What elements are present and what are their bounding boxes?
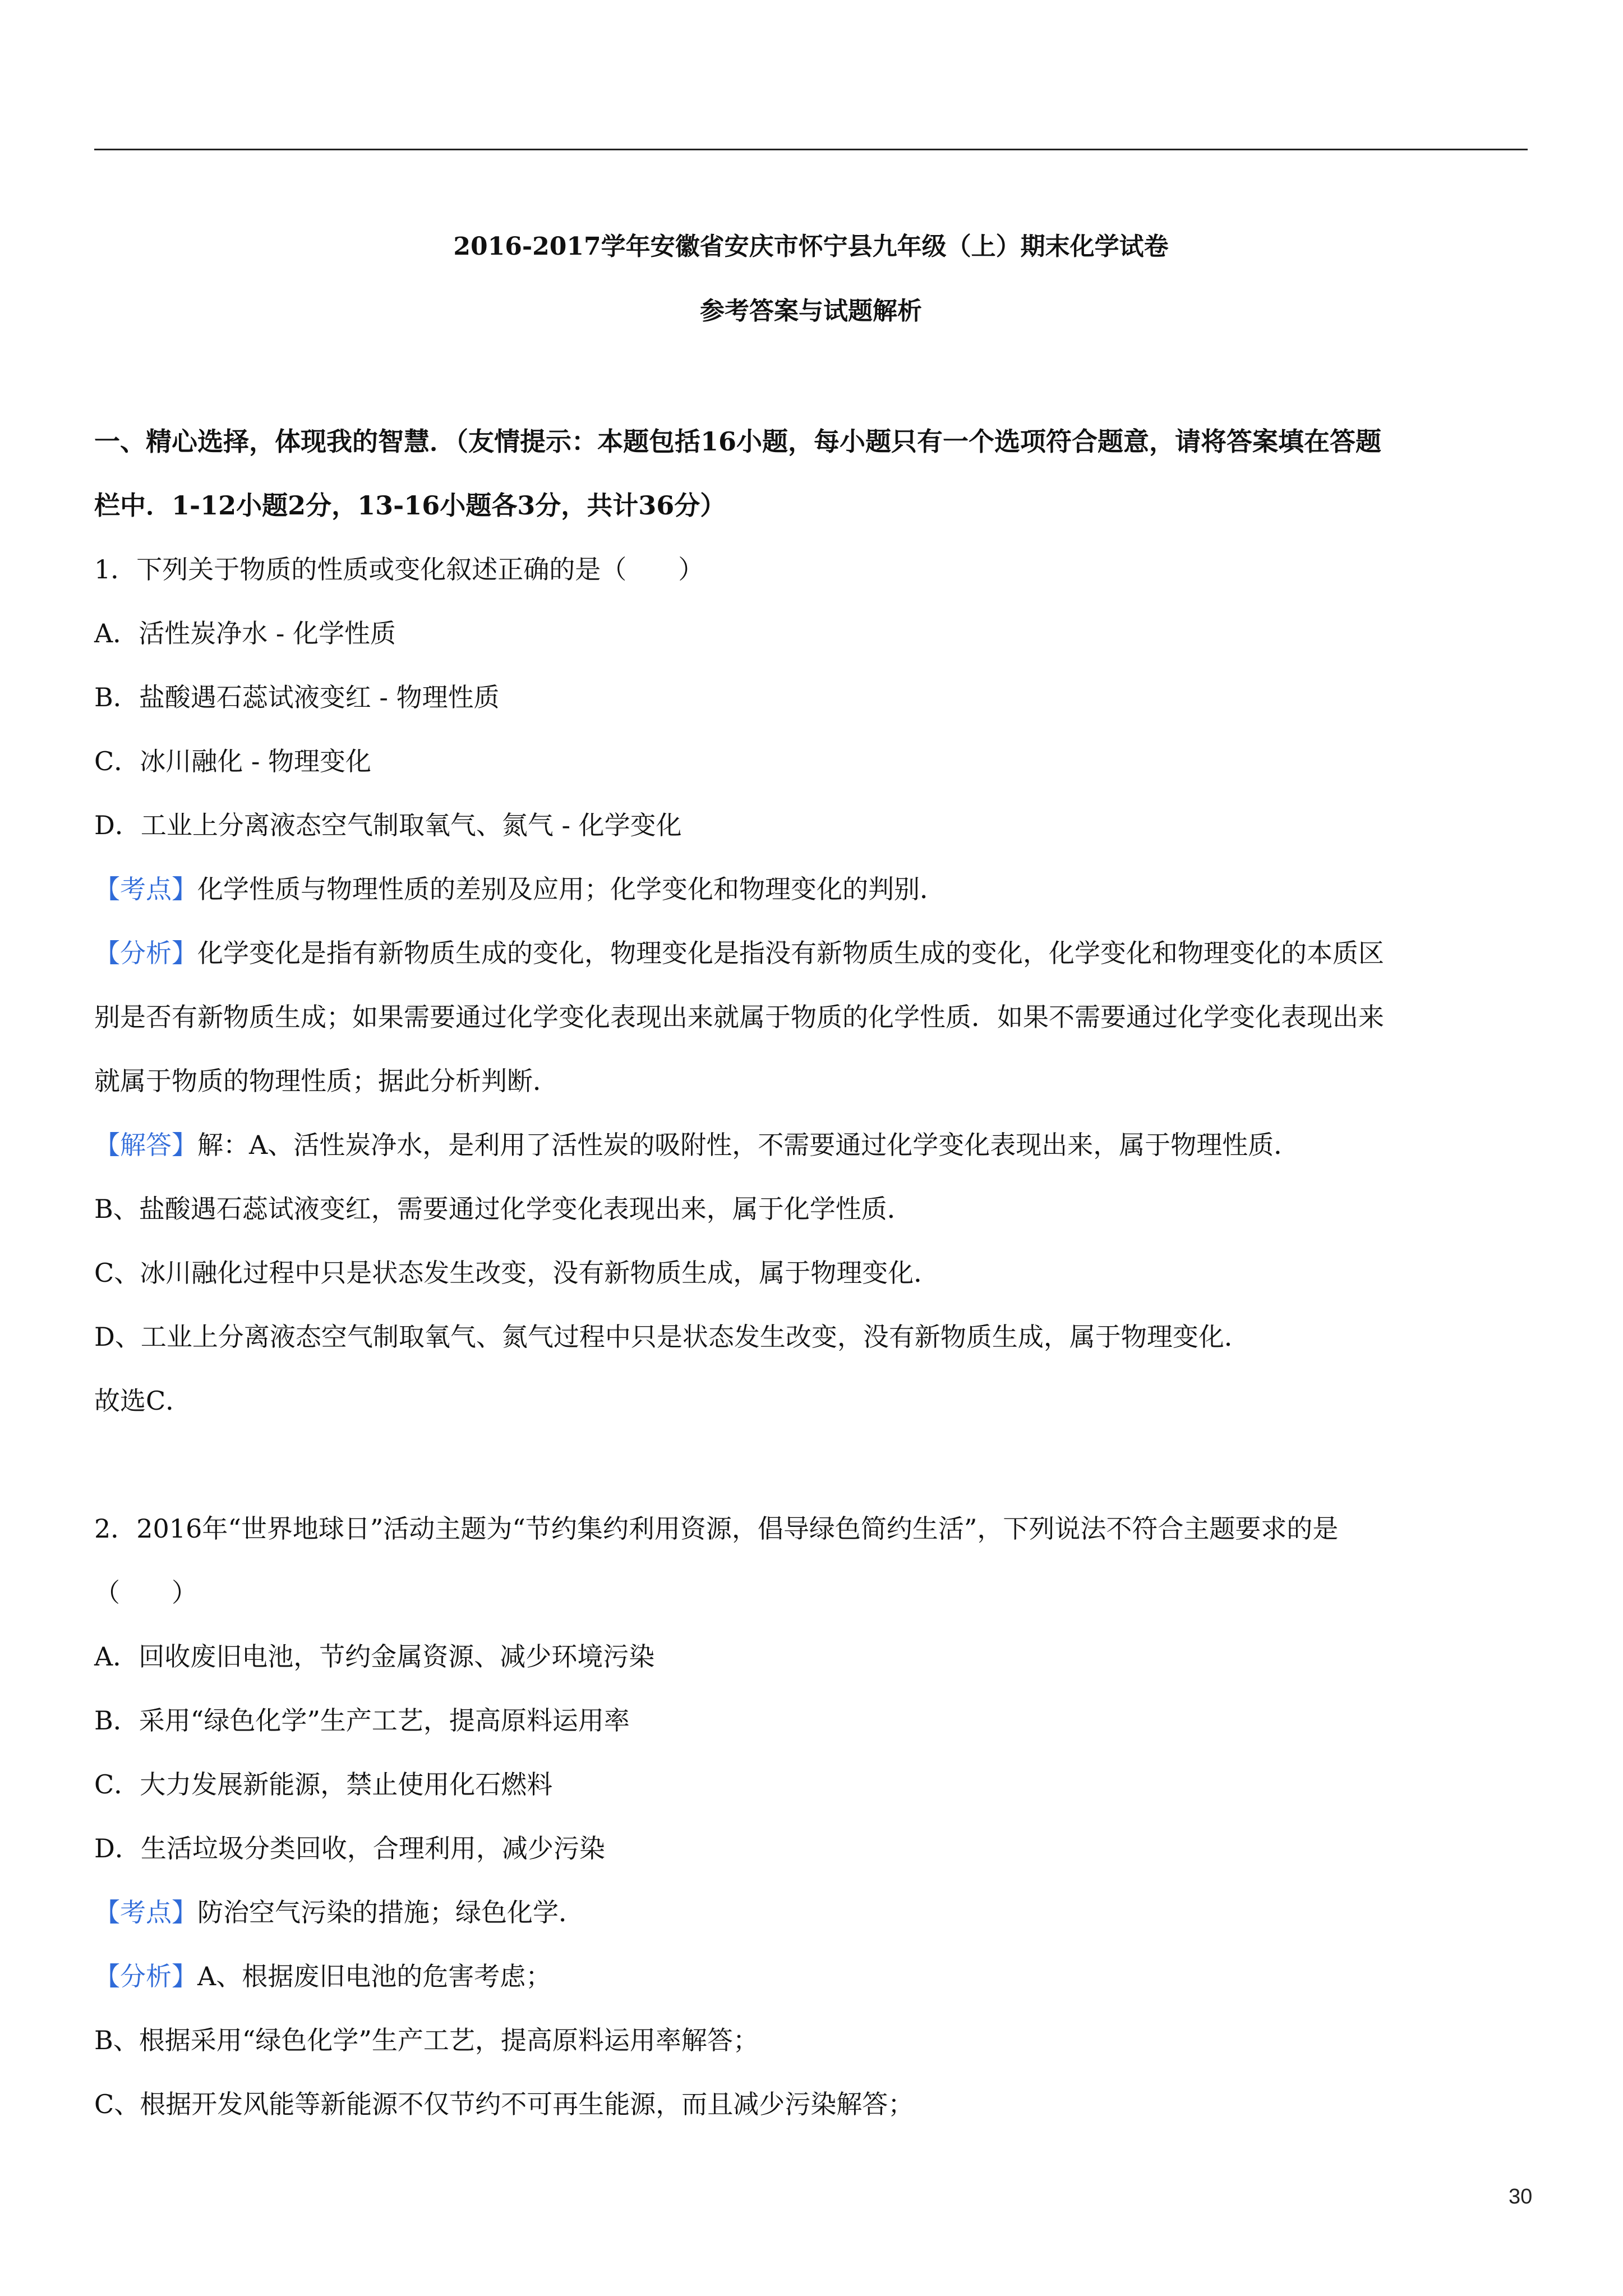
header-rule: [94, 149, 1528, 150]
q1-kaodian-text: 化学性质与物理性质的差别及应用；化学变化和物理变化的判别．: [197, 874, 946, 904]
q1-fenxi-text-3: 就属于物质的物理性质；据此分析判断．: [94, 1066, 559, 1096]
q2-option-c: C．大力发展新能源，禁止使用化石燃料: [94, 1769, 553, 1800]
kaodian-tag: 【考点】: [94, 874, 197, 904]
section-heading-line-2: 栏中．1-12小题2分，13-16小题各3分，共计36分）: [94, 490, 726, 521]
q1-jieda-text-1: 解：A、活性炭净水，是利用了活性炭的吸附性，不需要通过化学变化表现出来，属于物理性质．: [197, 1130, 1300, 1160]
document-body: [94, 409, 1528, 2136]
question-gap: [94, 1433, 1528, 1497]
q2-stem-1: 2．2016年“世界地球日”活动主题为“节约集约利用资源，倡导绿色简约生活”，下列说法不符合主题要求的是: [94, 1513, 1339, 1544]
q1-fenxi: [94, 921, 1528, 985]
q1-stem: 1．下列关于物质的性质或变化叙述正确的是（ ）: [94, 554, 704, 585]
q1-jieda-text-4: D、工业上分离液态空气制取氧气、氮气过程中只是状态发生改变，没有新物质生成，属于物理变化．: [94, 1322, 1250, 1352]
q2-fenxi-text-1: A、根据废旧电池的危害考虑；: [197, 1961, 552, 1991]
q1-fenxi-text-2: 别是否有新物质生成；如果需要通过化学变化表现出来就属于物质的化学性质．如果不需要通过化学变化表现出来: [94, 1002, 1384, 1032]
q2-fenxi-text-3: C、根据开发风能等新能源不仅节约不可再生能源，而且减少污染解答；: [94, 2089, 914, 2119]
fenxi-tag: 【分析】: [94, 938, 197, 968]
section-heading-line-1: 一、精心选择，体现我的智慧．（友情提示：本题包括16小题，每小题只有一个选项符合题意，请将答案填在答题: [94, 426, 1382, 457]
q2-option-b: B．采用“绿色化学”生产工艺，提高原料运用率: [94, 1705, 630, 1736]
q1-answer: 故选C．: [94, 1386, 192, 1416]
q2-option-d: D．生活垃圾分类回收，合理利用，减少污染: [94, 1833, 605, 1864]
q2-kaodian: [94, 1880, 1528, 1944]
q1-jieda-text-2: B、盐酸遇石蕊试液变红，需要通过化学变化表现出来，属于化学性质．: [94, 1194, 913, 1224]
page-number: 30: [1509, 2185, 1533, 2208]
q1-jieda: [94, 1113, 1528, 1177]
fenxi-tag: 【分析】: [94, 1961, 197, 1991]
q2-kaodian-text: 防治空气污染的措施；绿色化学．: [197, 1897, 584, 1927]
q2-fenxi-text-2: B、根据采用“绿色化学”生产工艺，提高原料运用率解答；: [94, 2025, 759, 2055]
q2-stem-2: （ ）: [94, 1577, 197, 1608]
q1-option-c: C．冰川融化 - 物理变化: [94, 746, 371, 776]
q1-fenxi-text-1: 化学变化是指有新物质生成的变化，物理变化是指没有新物质生成的变化，化学变化和物理变化的本质区: [197, 938, 1384, 968]
q1-jieda-text-3: C、冰川融化过程中只是状态发生改变，没有新物质生成，属于物理变化．: [94, 1258, 940, 1288]
kaodian-tag: 【考点】: [94, 1897, 197, 1927]
q1-option-d: D．工业上分离液态空气制取氧气、氮气 - 化学变化: [94, 810, 682, 840]
q2-option-a: A．回收废旧电池，节约金属资源、减少环境污染: [94, 1641, 655, 1672]
jieda-tag: 【解答】: [94, 1130, 197, 1160]
q1-option-b: B．盐酸遇石蕊试液变红 - 物理性质: [94, 682, 500, 712]
page-subtitle: 参考答案与试题解析: [700, 297, 922, 325]
q1-kaodian: [94, 857, 1528, 921]
q2-fenxi: [94, 1944, 1528, 2008]
page-title: 2016-2017学年安徽省安庆市怀宁县九年级（上）期末化学试卷: [453, 232, 1169, 261]
q1-option-a: A．活性炭净水 - 化学性质: [94, 618, 396, 648]
